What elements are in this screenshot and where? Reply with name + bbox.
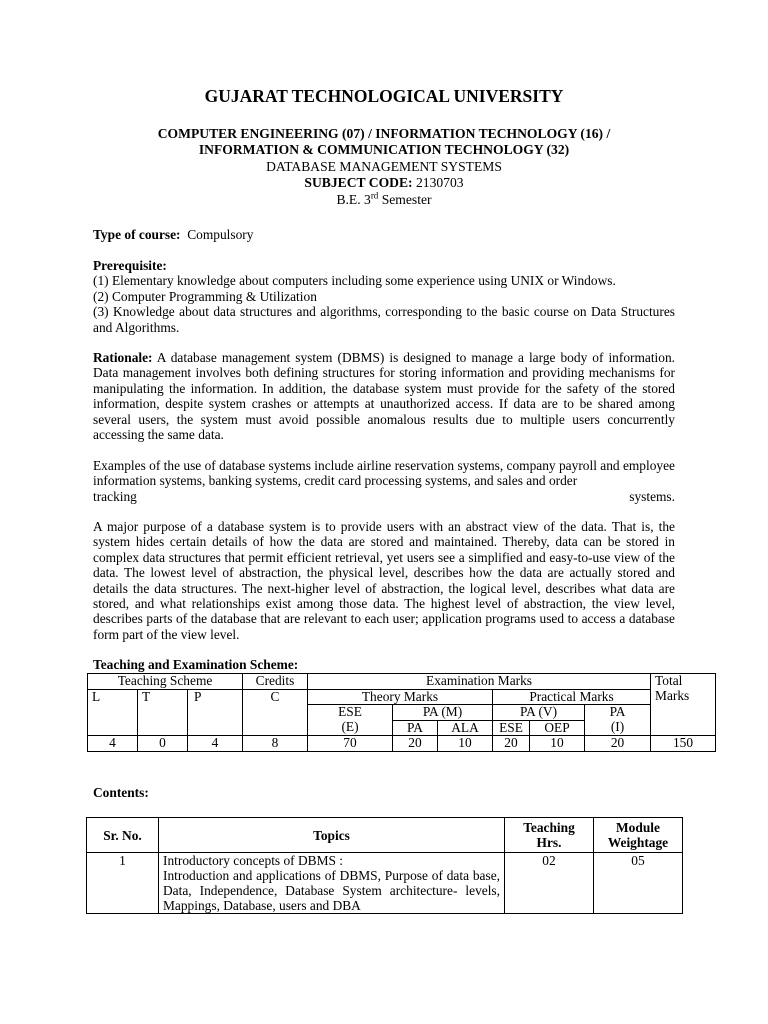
p-header: P bbox=[188, 689, 243, 736]
exam-marks-header: Examination Marks bbox=[308, 674, 651, 690]
rationale-paragraph bbox=[93, 350, 675, 442]
table-row bbox=[87, 818, 683, 853]
module-weightage-line-1: Module bbox=[616, 820, 660, 835]
contents-table bbox=[86, 817, 683, 914]
programs-line-2: INFORMATION & COMMUNICATION TECHNOLOGY (32) bbox=[198, 142, 570, 158]
semester-sup: rd bbox=[370, 190, 379, 201]
semester-prefix: B.E. 3 bbox=[336, 191, 371, 207]
teaching-hrs-line-2: Hrs. bbox=[536, 835, 562, 850]
value-ala: 10 bbox=[438, 736, 493, 752]
rationale-text: A database management system (DBMS) is designed to manage a large body of information. Data management involves both defining structures for storing information and providing mechanisms for manipulating the information. In addition, the database system must provide for the safety of the stored information, despite system crashes or attempts at unauthorized access. If data are to be shared among several users, the system must avoid possible anomalous results due to multiple users concurrently accessing the same data. bbox=[93, 350, 676, 443]
pa-i-header bbox=[585, 705, 651, 736]
purpose-paragraph: A major purpose of a database system is to provide users with an abstract view of the data. That is, the system hides certain details of how the data are stored and maintained. Thereby, data can be stored in complex data structures that permit efficient retrieval, yet users see a simplified and easy-to-use view of the data. The lowest level of abstraction, the physical level, describes how the data are actually stored and details the data structures. The next-higher level of abstraction, the logical level, describes what data are stored, and what relationships exist among those data. The highest level of abstraction, the view level, describes parts of the database that are relevant to each user; application programs used to access a database form part of the view level. bbox=[93, 519, 675, 642]
topics-header: Topics bbox=[159, 818, 505, 853]
value-total: 150 bbox=[651, 736, 716, 752]
total-marks-line-2: Marks bbox=[655, 687, 690, 703]
row-module-weightage: 05 bbox=[594, 853, 683, 914]
value-pa-i: 20 bbox=[585, 736, 651, 752]
row-topic-title: Introductory concepts of DBMS : bbox=[163, 853, 344, 868]
teaching-scheme-header: Teaching Scheme bbox=[88, 674, 243, 690]
row-topic bbox=[159, 853, 505, 914]
table-row bbox=[88, 689, 716, 705]
subject-code: 2130703 bbox=[415, 175, 464, 191]
semester-suffix: Semester bbox=[378, 191, 432, 207]
value-ese-practical: 20 bbox=[493, 736, 530, 752]
oep-header: OEP bbox=[530, 720, 585, 736]
credits-header: Credits bbox=[243, 674, 308, 690]
row-sr-no: 1 bbox=[87, 853, 159, 914]
pa-v-header: PA (V) bbox=[493, 705, 585, 721]
prerequisite-label: Prerequisite: bbox=[93, 258, 167, 273]
scheme-heading: Teaching and Examination Scheme: bbox=[93, 657, 299, 672]
examples-last-left: tracking bbox=[93, 488, 137, 504]
subject-header bbox=[0, 126, 768, 208]
teaching-scheme-table bbox=[87, 673, 716, 752]
table-row bbox=[88, 736, 716, 752]
ese-header bbox=[308, 705, 393, 736]
c-header: C bbox=[243, 689, 308, 736]
prerequisite-section bbox=[93, 258, 675, 335]
subject-code-label: SUBJECT CODE: bbox=[304, 175, 413, 191]
contents-heading: Contents: bbox=[93, 785, 149, 800]
examples-last-right: systems. bbox=[629, 488, 675, 504]
course-type-label: Type of course: bbox=[93, 227, 181, 242]
value-t: 0 bbox=[138, 736, 188, 752]
value-l: 4 bbox=[88, 736, 138, 752]
ese-header-line-2: (E) bbox=[341, 718, 359, 734]
prerequisite-item: (2) Computer Programming & Utilization bbox=[93, 288, 317, 304]
theory-marks-header: Theory Marks bbox=[308, 689, 493, 705]
ese-practical-header: ESE bbox=[493, 720, 530, 736]
subject-name: DATABASE MANAGEMENT SYSTEMS bbox=[266, 158, 502, 174]
table-row bbox=[87, 853, 683, 914]
sr-no-header: Sr. No. bbox=[87, 818, 159, 853]
t-header: T bbox=[138, 689, 188, 736]
ala-header: ALA bbox=[438, 720, 493, 736]
module-weightage-header bbox=[594, 818, 683, 853]
value-p: 4 bbox=[188, 736, 243, 752]
row-topic-body: Introduction and applications of DBMS, Purpose of data base, Data, Independence, Database System architecture- levels, Mappings, Database, users and DBA bbox=[163, 868, 500, 913]
teaching-hrs-line-1: Teaching bbox=[523, 820, 575, 835]
row-teaching-hrs: 02 bbox=[505, 853, 594, 914]
course-type-value: Compulsory bbox=[187, 227, 254, 242]
ese-header-line-1: ESE bbox=[338, 704, 362, 719]
practical-marks-header: Practical Marks bbox=[493, 689, 651, 705]
teaching-hrs-header bbox=[505, 818, 594, 853]
value-ese: 70 bbox=[308, 736, 393, 752]
semester-line bbox=[0, 192, 768, 208]
pa-i-header-line-1: PA bbox=[609, 704, 626, 719]
pa-m-header: PA (M) bbox=[393, 705, 493, 721]
l-header: L bbox=[88, 689, 138, 736]
value-oep: 10 bbox=[530, 736, 585, 752]
university-title: GUJARAT TECHNOLOGICAL UNIVERSITY bbox=[204, 86, 564, 106]
pa-header: PA bbox=[393, 720, 438, 736]
value-c: 8 bbox=[243, 736, 308, 752]
course-type bbox=[93, 227, 675, 242]
total-marks-line-1: Total bbox=[655, 673, 683, 688]
prerequisite-item: (3) Knowledge about data structures and algorithms, corresponding to the basic course on Data Structures and Algorithms. bbox=[93, 304, 675, 335]
value-pa: 20 bbox=[393, 736, 438, 752]
rationale-label: Rationale: bbox=[93, 350, 153, 365]
prerequisite-item: (1) Elementary knowledge about computers including some experience using UNIX or Windows. bbox=[93, 273, 616, 289]
total-marks-header bbox=[651, 674, 716, 736]
programs-line-1: COMPUTER ENGINEERING (07) / INFORMATION TECHNOLOGY (16) / bbox=[157, 126, 611, 141]
examples-last-line bbox=[93, 489, 675, 504]
examples-paragraph bbox=[93, 458, 675, 504]
table-row bbox=[88, 674, 716, 690]
subject-code-line bbox=[0, 175, 768, 191]
pa-i-header-line-2: (I) bbox=[610, 718, 625, 734]
module-weightage-line-2: Weightage bbox=[607, 835, 669, 850]
examples-text: Examples of the use of database systems include airline reservation systems, company payroll and employee information systems, banking systems, credit card processing systems, and sales and order bbox=[93, 458, 675, 489]
